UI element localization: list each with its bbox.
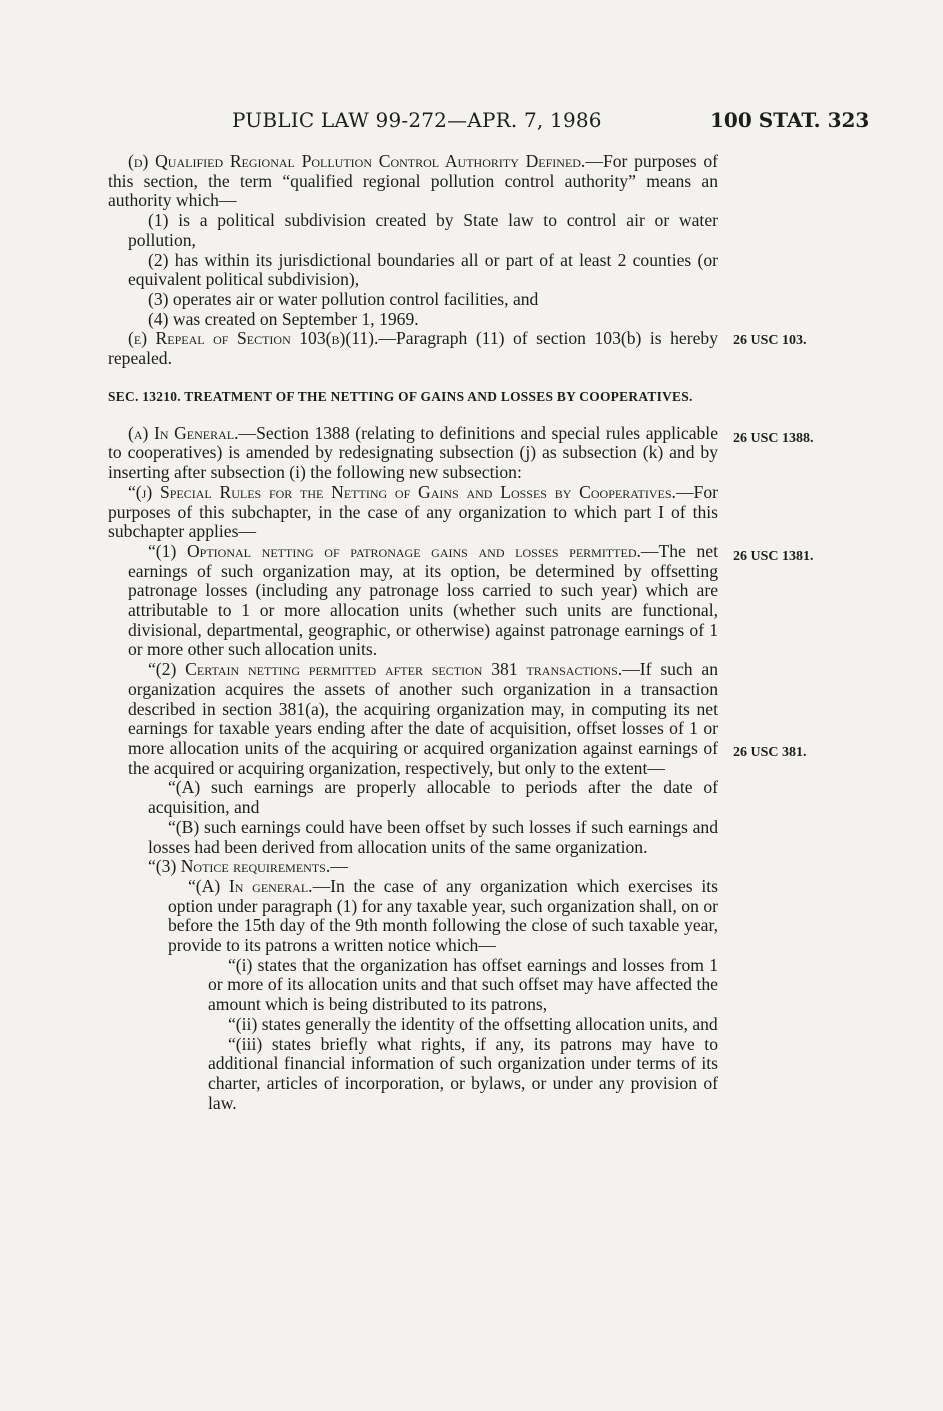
subsection-e-text: —Paragraph (11) of section 103(b) is hereby repealed. — [108, 328, 718, 369]
page-header-stat-number: 100 STAT. 323 — [710, 108, 870, 132]
subsection-a-heading: (a) In General. — [128, 422, 239, 443]
paragraph-j2 — [108, 660, 718, 778]
paragraph-j2-text: —If such an organization acquires the assets of another such organization in a transaction described in section 381(a), the acquiring organization may, in computing its net earnings for taxable years ending after the date of acquisition, offset losses of 1 or more allocation units of the acquiring or acquired organization against earnings of the acquired or acquiring organization, respectively, but only to the extent— — [128, 659, 719, 778]
section-heading: SEC. 13210. TREATMENT OF THE NETTING OF GAINS AND LOSSES BY COOPERATIVES. — [108, 388, 693, 404]
subsection-e-heading: (e) Repeal of Section 103(b)(11). — [128, 328, 379, 349]
paragraph-d3: (3) operates air or water pollution control facilities, and — [148, 288, 539, 309]
paragraph-d1: (1) is a political subdivision created by State law to control air or water pollution, — [128, 210, 718, 250]
subparagraph-j3a-text: —In the case of any organization which exercises its option under paragraph (1) for any taxable year, such organization shall, on or before the 15th day of the 9th month following the close of such taxable year, provide to its patrons a written notice which— — [168, 875, 718, 956]
subsection-a-text: —Section 1388 (relating to definitions and special rules applicable to cooperatives) is amended by redesignating subsection (j) as subsection (k) and by inserting after subsection (i) the following new subsection: — [108, 422, 719, 483]
clause-j3a-i: “(i) states that the organization has offset earnings and losses from 1 or more of its allocation units and that such offset may have affected the amount which is being distributed to its patrons, — [208, 954, 718, 1015]
subparagraph-j2a: “(A) such earnings are properly allocable to periods after the date of acquisition, and — [148, 777, 718, 818]
statute-body — [108, 152, 718, 1113]
paragraph-d2: (2) has within its jurisdictional boundaries all or part of at least 2 counties (or equivalent political subdivision), — [128, 249, 718, 290]
margin-note-usc-381: 26 USC 381. — [733, 745, 807, 760]
paragraph-d4: (4) was created on September 1, 1969. — [148, 308, 419, 329]
subsection-d-text: —For purposes of this section, the term “qualified regional pollution control authority” means an authority which— — [108, 151, 718, 211]
margin-note-usc-1388: 26 USC 1388. — [733, 431, 814, 446]
subparagraph-j2b: “(B) such earnings could have been offset by such losses if such earnings and losses had been derived from allocation units of the same organization. — [148, 816, 718, 857]
paragraph-j3-heading: “(3) Notice requirements. — [148, 856, 331, 877]
paragraph-j1-heading: “(1) Optional netting of patronage gains and losses permitted. — [148, 540, 641, 561]
margin-note-usc-1381: 26 USC 1381. — [733, 549, 814, 564]
subsection-a — [108, 424, 718, 483]
paragraph-j1 — [108, 542, 718, 660]
clause-j3a-ii: “(ii) states generally the identity of the offsetting allocation units, and — [228, 1013, 718, 1034]
page-header-title: PUBLIC LAW 99-272—APR. 7, 1986 — [232, 108, 602, 132]
subparagraph-j3a-heading: “(A) In general. — [188, 875, 313, 896]
paragraph-j2-heading: “(2) Certain netting permitted after section 381 transactions. — [148, 659, 623, 680]
subsection-d — [108, 152, 718, 211]
paragraph-j3 — [108, 857, 718, 877]
subsection-j-heading: “(j) Special Rules for the Netting of Gains and Losses by Cooperatives. — [128, 481, 676, 502]
margin-note-usc-103: 26 USC 103. — [733, 333, 807, 348]
paragraph-j3-dash: — — [330, 856, 348, 877]
paragraph-j1-text: —The net earnings of such organization may, at its option, be determined by offsetting patronage losses (including any patronage loss carried to such year) which are attributable to 1 or more allocation units (whether such units are functional, divisional, departmental, geographic, or otherwise) against patronage earnings of 1 or more other such allocation units. — [128, 540, 718, 660]
subparagraph-j3a — [108, 877, 718, 956]
clause-j3a-iii: “(iii) states briefly what rights, if any, its patrons may have to additional financial information of such organization under terms of its charter, articles of incorporation, or bylaws, or under any provision of law. — [208, 1033, 718, 1113]
subsection-j-text: —For purposes of this subchapter, in the case of any organization to which part I of this subchapter applies— — [108, 481, 718, 542]
subsection-j — [108, 483, 718, 542]
subsection-e — [108, 329, 718, 368]
subsection-d-heading: (d) Qualified Regional Pollution Control Authority Defined. — [128, 151, 586, 171]
